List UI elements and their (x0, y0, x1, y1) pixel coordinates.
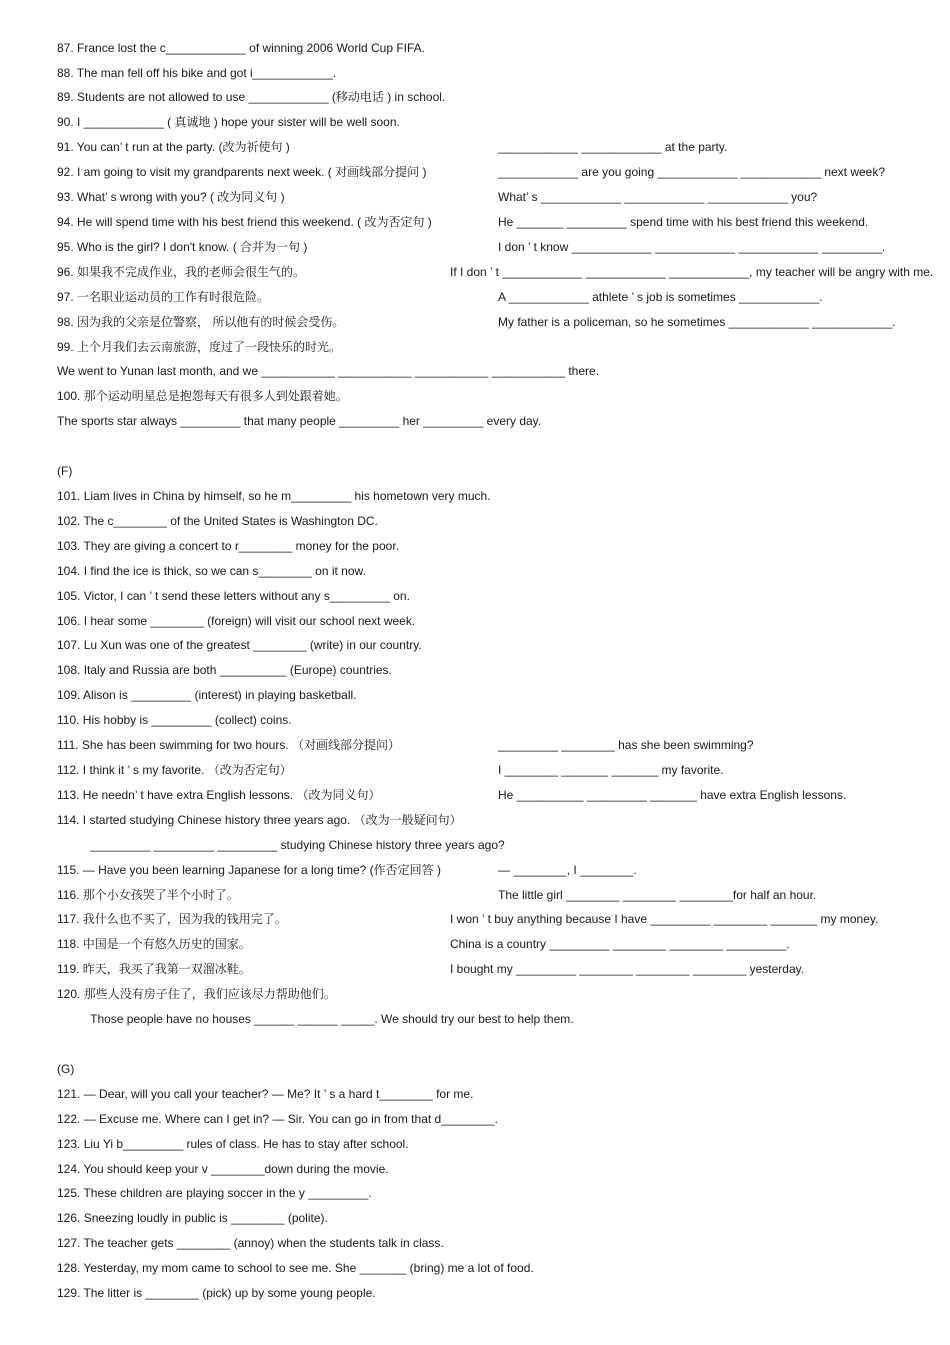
question-text: 93. What’ s wrong with you? ( 改为同义句 ) (57, 190, 285, 205)
question-text: 105. Victor, I can ’ t send these letters without any s_________ on. (57, 588, 410, 603)
question-text: 106. I hear some ________ (foreign) will visit our school next week. (57, 613, 416, 628)
question-text: 116. 那个小女孩哭了半个小时了。 (57, 887, 239, 902)
worksheet-line (0, 313, 950, 331)
answer-line: China is a country _________ ________ ________ _________. (450, 937, 790, 952)
worksheet-line (0, 88, 950, 106)
question-text: 91. You can’ t run at the party. (改为祈使句 ) (57, 140, 290, 155)
question-text: 128. Yesterday, my mom came to school to see me. She _______ (bring) me a lot of food. (57, 1261, 534, 1276)
question-text: The sports star always _________ that many people _________ her _________ every day. (57, 414, 542, 429)
question-text: 87. France lost the c____________ of winning 2006 World Cup FIFA. (57, 40, 426, 55)
question-text: 101. Liam lives in China by himself, so he m_________ his hometown very much. (57, 488, 491, 503)
question-text: 124. You should keep your v ________down during the movie. (57, 1161, 389, 1176)
question-text: 114. I started studying Chinese history three years ago. （改为一般疑问句） (57, 812, 462, 827)
question-text: 119. 昨天，我买了我第一双溜冰鞋。 (57, 962, 251, 977)
worksheet-line (0, 910, 950, 928)
answer-line: _________ ________ has she been swimming? (498, 738, 754, 753)
question-text: 113. He needn’ t have extra English lessons. （改为同义句） (57, 787, 381, 802)
question-text: 108. Italy and Russia are both __________ (Europe) countries. (57, 663, 392, 678)
worksheet-line (0, 985, 950, 1003)
worksheet-line (0, 263, 950, 281)
worksheet-line (0, 39, 950, 57)
question-text: 121. — Dear, will you call your teacher? — Me? It ’ s a hard t________ for me. (57, 1086, 474, 1101)
answer-line: I ________ _______ _______ my favorite. (498, 762, 724, 777)
worksheet-line (0, 338, 950, 356)
worksheet-line (0, 163, 950, 181)
worksheet-line (0, 64, 950, 82)
question-text: 120. 那些人没有房子住了，我们应该尽力帮助他们。 (57, 987, 336, 1002)
answer-line: What’ s ____________ ____________ ____________ you? (498, 190, 818, 205)
worksheet-line (0, 138, 950, 156)
answer-line: The little girl ________ ________ ________for half an hour. (498, 887, 817, 902)
worksheet-line (0, 612, 950, 630)
worksheet-line (0, 686, 950, 704)
question-text: 117. 我什么也不买了，因为我的钱用完了。 (57, 912, 287, 927)
answer-line: A ____________ athlete ’ s job is sometimes ____________. (498, 289, 823, 304)
question-text: 107. Lu Xun was one of the greatest ________ (write) in our country. (57, 638, 422, 653)
question-text: 125. These children are playing soccer in the y _________. (57, 1186, 372, 1201)
worksheet-line (0, 1060, 950, 1078)
question-text: 115. — Have you been learning Japanese for a long time? (作否定回答 ) (57, 862, 441, 877)
worksheet-line (0, 113, 950, 131)
worksheet-line (0, 562, 950, 580)
worksheet-line (0, 387, 950, 405)
worksheet-line (0, 1209, 950, 1227)
question-text: 100. 那个运动明星总是抱怨每天有很多人到处跟着她。 (57, 389, 348, 404)
worksheet-line (0, 636, 950, 654)
worksheet-line (0, 711, 950, 729)
question-text: _________ _________ _________ studying Chinese history three years ago? (57, 837, 505, 852)
answer-line: He __________ _________ _______ have extra English lessons. (498, 787, 847, 802)
worksheet-line (0, 412, 950, 430)
question-text: Those people have no houses ______ ______ _____. We should try our best to help them. (57, 1012, 574, 1027)
question-text: 92. I am going to visit my grandparents next week. ( 对画线部分提问 ) (57, 165, 427, 180)
worksheet-line (0, 1135, 950, 1153)
worksheet-line (0, 512, 950, 530)
question-text: 102. The c________ of the United States is Washington DC. (57, 513, 378, 528)
question-text: 126. Sneezing loudly in public is ________ (polite). (57, 1211, 328, 1226)
worksheet-line (0, 213, 950, 231)
worksheet-line (0, 1184, 950, 1202)
worksheet-line (0, 238, 950, 256)
worksheet-line (0, 1284, 950, 1302)
question-text: 99. 上个月我们去云南旅游，度过了一段快乐的时光。 (57, 339, 342, 354)
question-text: 96. 如果我不完成作业，我的老师会很生气的。 (57, 264, 306, 279)
answer-line: ____________ ____________ at the party. (498, 140, 728, 155)
worksheet-line (0, 736, 950, 754)
worksheet-line (0, 487, 950, 505)
question-text: 109. Alison is _________ (interest) in playing basketball. (57, 688, 357, 703)
question-text: 129. The litter is ________ (pick) up by some young people. (57, 1286, 376, 1301)
worksheet-line (0, 437, 950, 455)
worksheet-line (0, 1234, 950, 1252)
question-text: 110. His hobby is _________ (collect) coins. (57, 713, 292, 728)
question-text: 88. The man fell off his bike and got i____________. (57, 65, 337, 80)
answer-line: I don ’ t know ____________ ____________ ____________ _________. (498, 239, 886, 254)
question-text: 98. 因为我的父亲是位警察， 所以他有的时候会受伤。 (57, 314, 345, 329)
worksheet-line (0, 960, 950, 978)
worksheet-line (0, 761, 950, 779)
worksheet-line (0, 587, 950, 605)
worksheet-line (0, 188, 950, 206)
question-text: 127. The teacher gets ________ (annoy) when the students talk in class. (57, 1236, 444, 1251)
answer-line: He _______ _________ spend time with his best friend this weekend. (498, 214, 869, 229)
question-text: 122. — Excuse me. Where can I get in? — Sir. You can go in from that d________. (57, 1111, 498, 1126)
question-text: We went to Yunan last month, and we ___________ ___________ ___________ ___________ there. (57, 364, 600, 379)
worksheet-line (0, 1110, 950, 1128)
question-text: (F) (57, 464, 73, 479)
answer-line: I bought my _________ ________ ________ ________ yesterday. (450, 962, 805, 977)
answer-line: If I don ’ t ____________ ____________ ____________, my teacher will be angry with me. (450, 264, 934, 279)
answer-line: My father is a policeman, so he sometimes ____________ ____________. (498, 314, 896, 329)
worksheet-line (0, 1160, 950, 1178)
worksheet-line (0, 786, 950, 804)
question-text: 95. Who is the girl? I don't know. ( 合并为一句 ) (57, 239, 308, 254)
worksheet-line (0, 1035, 950, 1053)
question-text: 103. They are giving a concert to r________ money for the poor. (57, 538, 399, 553)
question-text: 104. I find the ice is thick, so we can s________ on it now. (57, 563, 366, 578)
answer-line: I won ’ t buy anything because I have _________ ________ _______ my money. (450, 912, 879, 927)
question-text: 97. 一名职业运动员的工作有时很危险。 (57, 289, 270, 304)
question-text: 90. I ____________ ( 真诚地 ) hope your sister will be well soon. (57, 115, 400, 130)
worksheet-line (0, 935, 950, 953)
worksheet-line (0, 288, 950, 306)
answer-line: — ________, I ________. (498, 862, 637, 877)
worksheet-line (0, 1259, 950, 1277)
worksheet-line (0, 836, 950, 854)
worksheet-line (0, 462, 950, 480)
worksheet-line (0, 886, 950, 904)
question-text: 111. She has been swimming for two hours. （对画线部分提问） (57, 738, 401, 753)
question-text: 112. I think it ’ s my favorite. （改为否定句） (57, 762, 292, 777)
question-text: (G) (57, 1061, 75, 1076)
answer-line: ____________ are you going ____________ ____________ next week? (498, 165, 886, 180)
worksheet-line (0, 861, 950, 879)
question-text: 118. 中国是一个有悠久历史的国家。 (57, 937, 251, 952)
question-text: 123. Liu Yi b_________ rules of class. He has to stay after school. (57, 1136, 409, 1151)
worksheet-line (0, 811, 950, 829)
worksheet-line (0, 362, 950, 380)
worksheet-line (0, 537, 950, 555)
question-text: 94. He will spend time with his best friend this weekend. ( 改为否定句 ) (57, 214, 432, 229)
worksheet-line (0, 1085, 950, 1103)
worksheet-line (0, 661, 950, 679)
question-text: 89. Students are not allowed to use ____________ (移动电话 ) in school. (57, 90, 446, 105)
worksheet-line (0, 1010, 950, 1028)
